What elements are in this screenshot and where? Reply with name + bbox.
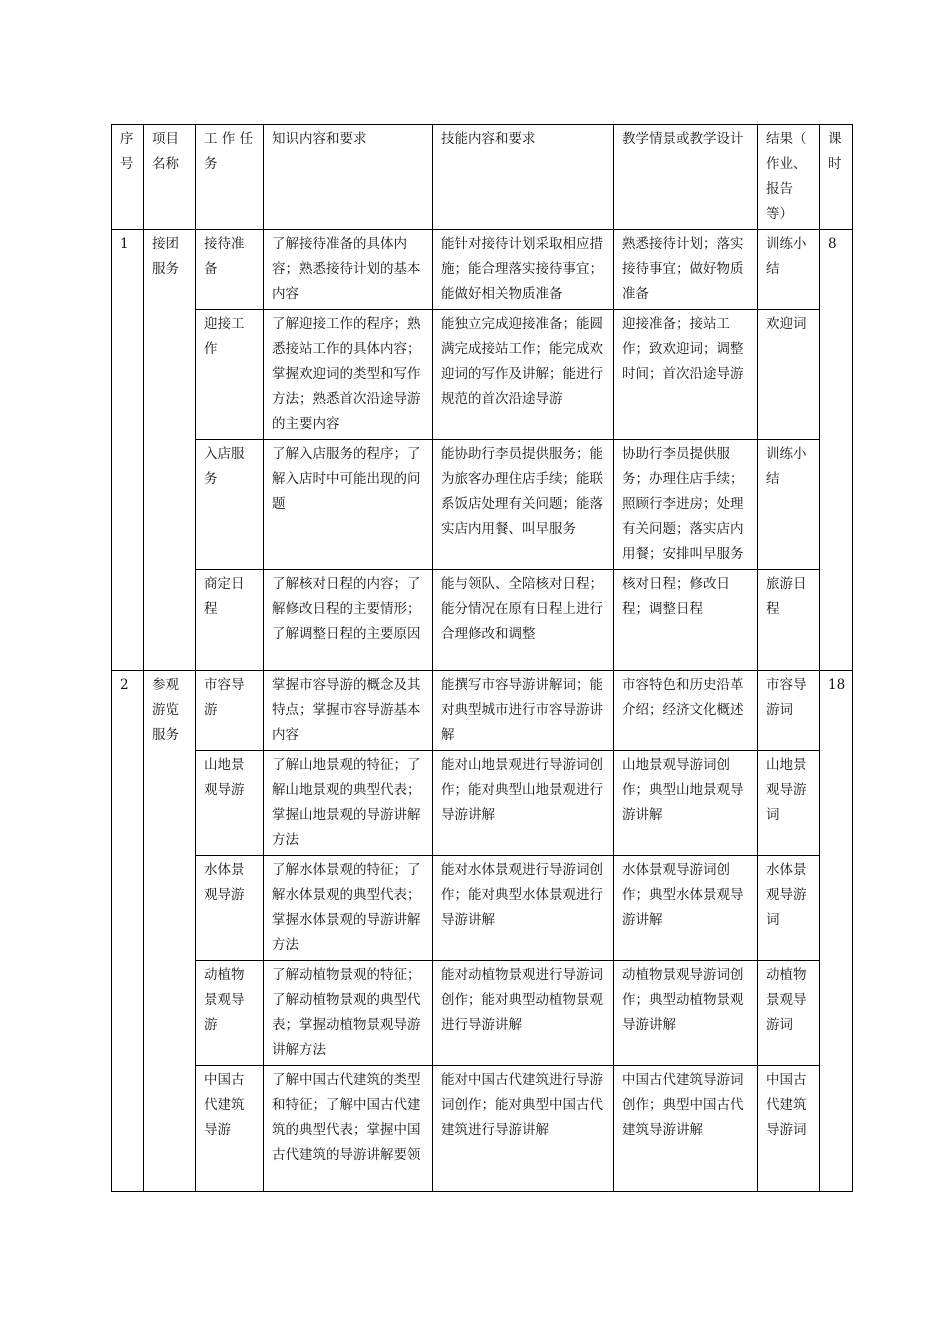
skill-cell: 能与领队、全陪核对日程；能分情况在原有日程上进行合理修改和调整: [433, 570, 614, 671]
table-row: [112, 961, 853, 1066]
task-cell: 中国古代建筑导游: [196, 1066, 264, 1192]
skill-cell: 能独立完成迎接准备；能圆满完成接站工作；能完成欢迎词的写作及讲解；能进行规范的首次沿途导游: [433, 310, 614, 440]
task-cell: 山地景观导游: [196, 751, 264, 856]
result-cell: 中国古代建筑导游词: [758, 1066, 820, 1192]
result-cell: 动植物景观导游词: [758, 961, 820, 1066]
knowledge-cell: 了解迎接工作的程序；熟悉接站工作的具体内容；掌握欢迎词的类型和写作方法；熟悉首次沿途导游的主要内容: [264, 310, 433, 440]
knowledge-cell: 了解水体景观的特征；了解水体景观的典型代表；掌握水体景观的导游讲解方法: [264, 856, 433, 961]
task-cell: 商定日程: [196, 570, 264, 671]
skill-cell: 能针对接待计划采取相应措施；能合理落实接待事宜；能做好相关物质准备: [433, 230, 614, 310]
task-cell: 市容导游: [196, 671, 264, 751]
design-cell: 中国古代建筑导游词创作；典型中国古代建筑导游讲解: [614, 1066, 758, 1192]
header-project: 项目名称: [144, 125, 196, 230]
design-cell: 核对日程；修改日程；调整日程: [614, 570, 758, 671]
design-cell: 山地景观导游词创作；典型山地景观导游讲解: [614, 751, 758, 856]
result-cell: 训练小结: [758, 230, 820, 310]
group-project: 参观游览服务: [144, 671, 196, 1192]
header-skill: 技能内容和要求: [433, 125, 614, 230]
task-cell: 动植物景观导游: [196, 961, 264, 1066]
header-seq: 序号: [112, 125, 144, 230]
result-cell: 市容导游词: [758, 671, 820, 751]
group-project: 接团服务: [144, 230, 196, 671]
header-design: 教学情景或教学设计: [614, 125, 758, 230]
group-seq: 2: [112, 671, 144, 1192]
design-cell: 水体景观导游词创作；典型水体景观导游讲解: [614, 856, 758, 961]
knowledge-cell: 了解山地景观的特征；了解山地景观的典型代表；掌握山地景观的导游讲解方法: [264, 751, 433, 856]
knowledge-cell: 了解核对日程的内容；了解修改日程的主要情形；了解调整日程的主要原因: [264, 570, 433, 671]
header-hours: 课时: [820, 125, 853, 230]
knowledge-cell: 掌握市容导游的概念及其特点；掌握市容导游基本内容: [264, 671, 433, 751]
skill-cell: 能对动植物景观进行导游词创作；能对典型动植物景观进行导游讲解: [433, 961, 614, 1066]
result-cell: 旅游日程: [758, 570, 820, 671]
task-cell: 接待准备: [196, 230, 264, 310]
knowledge-cell: 了解中国古代建筑的类型和特征；了解中国古代建筑的典型代表；掌握中国古代建筑的导游讲解要领: [264, 1066, 433, 1192]
table-row: [112, 751, 853, 856]
header-task: 工 作 任 务: [196, 125, 264, 230]
group-seq: 1: [112, 230, 144, 671]
course-table: [111, 124, 853, 1192]
table-row: [112, 856, 853, 961]
group-hours: 8: [820, 230, 853, 671]
task-cell: 水体景观导游: [196, 856, 264, 961]
table-row: [112, 230, 853, 310]
skill-cell: 能协助行李员提供服务；能为旅客办理住店手续；能联系饭店处理有关问题；能落实店内用餐、叫早服务: [433, 440, 614, 570]
result-cell: 欢迎词: [758, 310, 820, 440]
design-cell: 协助行李员提供服务；办理住店手续；照顾行李进房；处理有关问题；落实店内用餐；安排叫早服务: [614, 440, 758, 570]
header-row: [112, 125, 853, 230]
task-cell: 入店服务: [196, 440, 264, 570]
result-cell: 训练小结: [758, 440, 820, 570]
knowledge-cell: 了解入店服务的程序；了解入店时中可能出现的问题: [264, 440, 433, 570]
result-cell: 山地景观导游词: [758, 751, 820, 856]
skill-cell: 能对中国古代建筑进行导游词创作；能对典型中国古代建筑进行导游讲解: [433, 1066, 614, 1192]
group-hours: 18: [820, 671, 853, 1192]
design-cell: 熟悉接待计划；落实接待事宜；做好物质准备: [614, 230, 758, 310]
table-row: [112, 570, 853, 671]
design-cell: 动植物景观导游词创作；典型动植物景观导游讲解: [614, 961, 758, 1066]
skill-cell: 能撰写市容导游讲解词；能对典型城市进行市容导游讲解: [433, 671, 614, 751]
skill-cell: 能对山地景观进行导游词创作；能对典型山地景观进行导游讲解: [433, 751, 614, 856]
header-result: 结果（ 作业、报告等）: [758, 125, 820, 230]
result-cell: 水体景观导游词: [758, 856, 820, 961]
header-knowledge: 知识内容和要求: [264, 125, 433, 230]
design-cell: 迎接准备；接站工作；致欢迎词；调整时间；首次沿途导游: [614, 310, 758, 440]
knowledge-cell: 了解接待准备的具体内容；熟悉接待计划的基本内容: [264, 230, 433, 310]
table-row: [112, 1066, 853, 1192]
table-row: [112, 310, 853, 440]
skill-cell: 能对水体景观进行导游词创作；能对典型水体景观进行导游讲解: [433, 856, 614, 961]
table-row: [112, 671, 853, 751]
design-cell: 市容特色和历史沿革介绍；经济文化概述: [614, 671, 758, 751]
task-cell: 迎接工作: [196, 310, 264, 440]
table-row: [112, 440, 853, 570]
knowledge-cell: 了解动植物景观的特征；了解动植物景观的典型代表；掌握动植物景观导游讲解方法: [264, 961, 433, 1066]
